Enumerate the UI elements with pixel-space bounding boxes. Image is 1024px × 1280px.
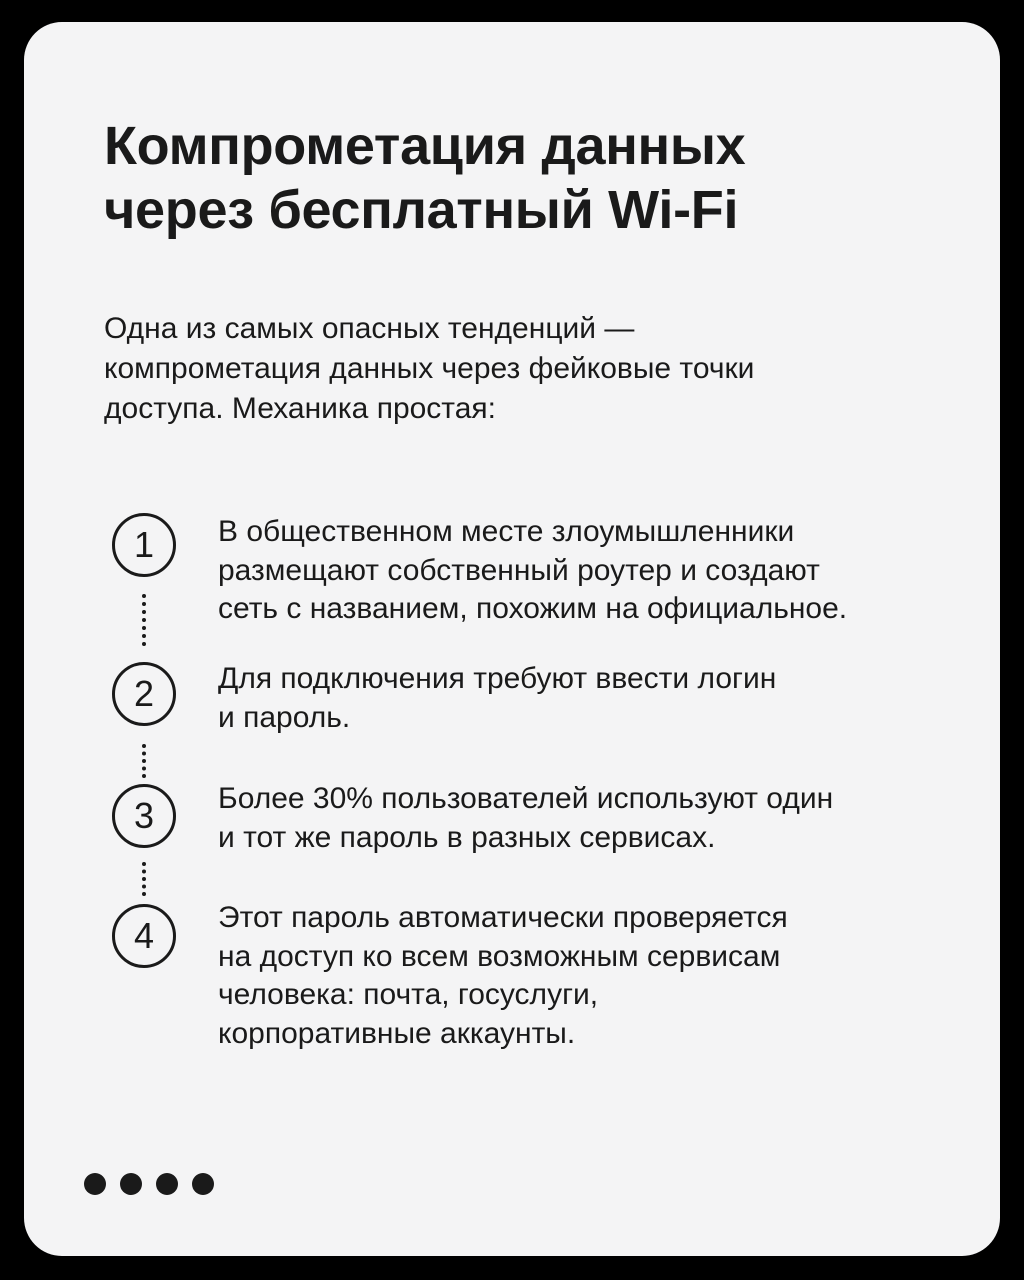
step-4-text bbox=[218, 899, 978, 1053]
step-3-line-1: Более 30% пользователей используют один bbox=[218, 782, 834, 815]
step-number-2: 2 bbox=[112, 662, 176, 726]
title-line-2: через бесплатный Wi-Fi bbox=[104, 180, 739, 240]
intro-line-3: доступа. Механика простая: bbox=[104, 392, 496, 425]
step-number-4: 4 bbox=[112, 904, 176, 968]
pagination-dot bbox=[156, 1173, 178, 1195]
step-4-line-1: Этот пароль автоматически проверяется bbox=[218, 901, 788, 934]
pagination-dots bbox=[84, 1173, 214, 1195]
step-3-line-2: и тот же пароль в разных сервисах. bbox=[218, 820, 716, 854]
step-4-line-3: человека: почта, госуслуги, bbox=[218, 978, 599, 1011]
intro-line-1: Одна из самых опасных тенденций — bbox=[104, 312, 635, 345]
title-line-1: Компрометация данных bbox=[104, 116, 746, 176]
pagination-dot bbox=[120, 1173, 142, 1195]
step-1-line-1: В общественном месте злоумышленники bbox=[218, 515, 795, 548]
intro-paragraph bbox=[104, 309, 964, 429]
pagination-dot bbox=[84, 1173, 106, 1195]
step-1-text bbox=[218, 513, 978, 629]
step-4-line-4: корпоративные аккаунты. bbox=[218, 1016, 576, 1050]
step-number-1: 1 bbox=[112, 513, 176, 577]
step-2-line-2: и пароль. bbox=[218, 700, 351, 734]
step-1-line-2: размещают собственный роутер и создают bbox=[218, 553, 820, 587]
step-number-3: 3 bbox=[112, 784, 176, 848]
step-connector-3-4 bbox=[142, 862, 146, 896]
step-connector-2-3 bbox=[142, 744, 146, 778]
step-4-line-2: на доступ ко всем возможным сервисам bbox=[218, 939, 781, 973]
slide-title bbox=[104, 114, 944, 242]
pagination-dot bbox=[192, 1173, 214, 1195]
intro-line-2: компрометация данных через фейковые точки bbox=[104, 352, 755, 385]
step-3-text bbox=[218, 780, 978, 857]
step-connector-1-2 bbox=[142, 594, 146, 646]
step-2-text bbox=[218, 660, 978, 737]
step-1-line-3: сеть с названием, похожим на официальное. bbox=[218, 592, 848, 625]
step-2-line-1: Для подключения требуют ввести логин bbox=[218, 662, 777, 695]
slide-card bbox=[24, 22, 1000, 1256]
